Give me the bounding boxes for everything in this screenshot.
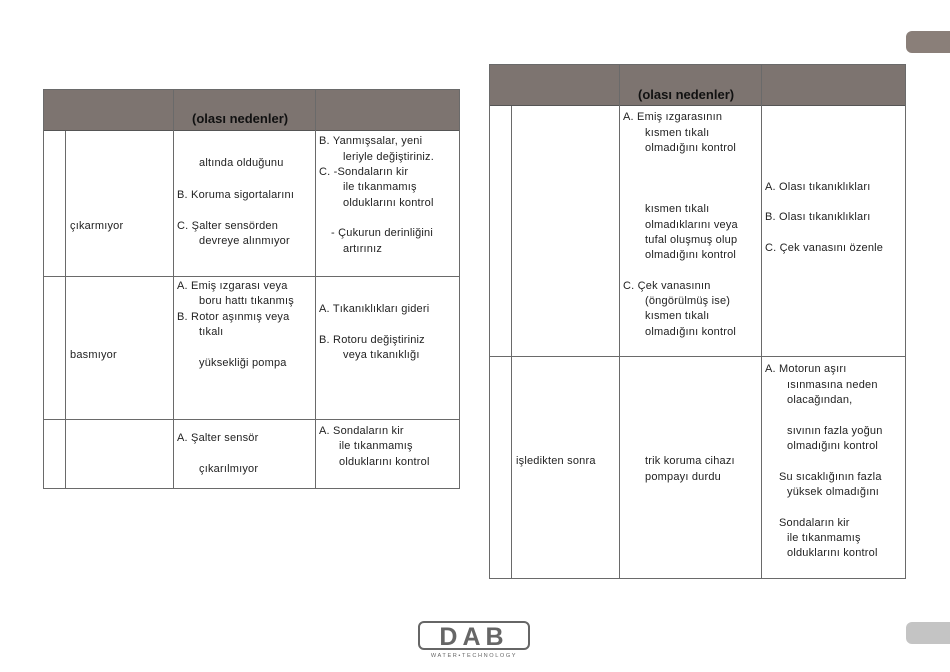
remedy-line: olmadığını kontrol [787, 440, 879, 452]
header-causes: (olası nedenler) [638, 87, 735, 102]
remedy-line: veya tıkanıklığı [343, 349, 420, 361]
remedy-line: ısınmasına neden [787, 379, 878, 391]
remedy-line: sıvının fazla yoğun [787, 425, 883, 437]
dab-logo-mark [418, 621, 532, 659]
dab-logo [418, 621, 532, 659]
cause-line: olmadıklarını veya [645, 219, 738, 231]
remedy-line: B. Rotoru değiştiriniz [319, 334, 425, 346]
language-tab [906, 31, 950, 53]
remedy-line: A. Olası tıkanıklıkları [765, 181, 871, 193]
cause-line: B. Koruma sigortalarını [177, 189, 295, 201]
cause-line: çıkarılmıyor [199, 463, 259, 475]
logo-brand: DAB [439, 623, 509, 651]
cause-line: C. Çek vanasının [623, 280, 711, 292]
cause-line: A. Şalter sensör [177, 432, 259, 444]
cause-line: A. Emiş ızgarasının [623, 111, 723, 123]
cause-line: tıkalı [199, 326, 224, 338]
cause-line: C. Şalter sensörden [177, 220, 279, 232]
problem-cell: işledikten sonra [516, 455, 596, 467]
cause-line: olmadığını kontrol [645, 326, 737, 338]
remedy-line: artırınız [343, 243, 383, 255]
cause-line: (öngörülmüş ise) [645, 295, 731, 307]
remedy-line: C. -Sondaların kir [319, 166, 409, 178]
remedy-line: olduklarını kontrol [787, 547, 878, 559]
remedy-line: A. Motorun aşırı [765, 363, 847, 375]
cause-line: kısmen tıkalı [645, 203, 710, 215]
remedy-line: olduklarını kontrol [343, 197, 434, 209]
cause-line: trik koruma cihazı [645, 455, 735, 467]
cause-line: tufal oluşmuş olup [645, 234, 738, 246]
remedy-line: C. Çek vanasını özenle [765, 242, 884, 254]
troubleshooting-table-right [489, 64, 906, 579]
logo-tagline: WATER•TECHNOLOGY [430, 653, 518, 659]
remedy-line: olacağından, [787, 394, 853, 406]
cause-line: devreye alınmıyor [199, 235, 290, 247]
problem-cell: basmıyor [70, 349, 117, 361]
remedy-line: ile tıkanmamış [787, 532, 861, 544]
remedy-line: Su sıcaklığının fazla [779, 471, 882, 483]
remedy-line: yüksek olmadığını [787, 486, 880, 498]
cause-line: boru hattı tıkanmış [199, 295, 294, 307]
remedy-line: - Çukurun derinliğini [331, 227, 434, 239]
remedy-line: olduklarını kontrol [339, 456, 430, 468]
page-number-tab [906, 622, 950, 644]
remedy-line: leriyle değiştiriniz. [343, 151, 435, 163]
cause-line: B. Rotor aşınmış veya [177, 311, 290, 323]
problem-cell: çıkarmıyor [70, 220, 124, 232]
remedy-line: ile tıkanmamış [343, 181, 417, 193]
remedy-line: ile tıkanmamış [339, 440, 413, 452]
remedy-line: A. Sondaların kir [319, 425, 404, 437]
cause-line: olmadığını kontrol [645, 142, 737, 154]
cause-line: yüksekliği pompa [199, 357, 287, 369]
header-causes: (olası nedenler) [192, 111, 289, 126]
remedy-line: B. Yanmışsalar, yeni [319, 135, 423, 147]
cause-line: pompayı durdu [645, 471, 721, 483]
cause-line: kısmen tıkalı [645, 310, 710, 322]
cause-line: altında olduğunu [199, 157, 284, 169]
cause-line: A. Emiş ızgarası veya [177, 280, 288, 292]
remedy-line: Sondaların kir [779, 517, 850, 529]
remedy-line: B. Olası tıkanıklıkları [765, 211, 871, 223]
cause-line: kısmen tıkalı [645, 127, 710, 139]
remedy-line: A. Tıkanıklıkları gideri [319, 303, 430, 315]
cause-line: olmadığını kontrol [645, 249, 737, 261]
troubleshooting-table-left [43, 89, 460, 489]
